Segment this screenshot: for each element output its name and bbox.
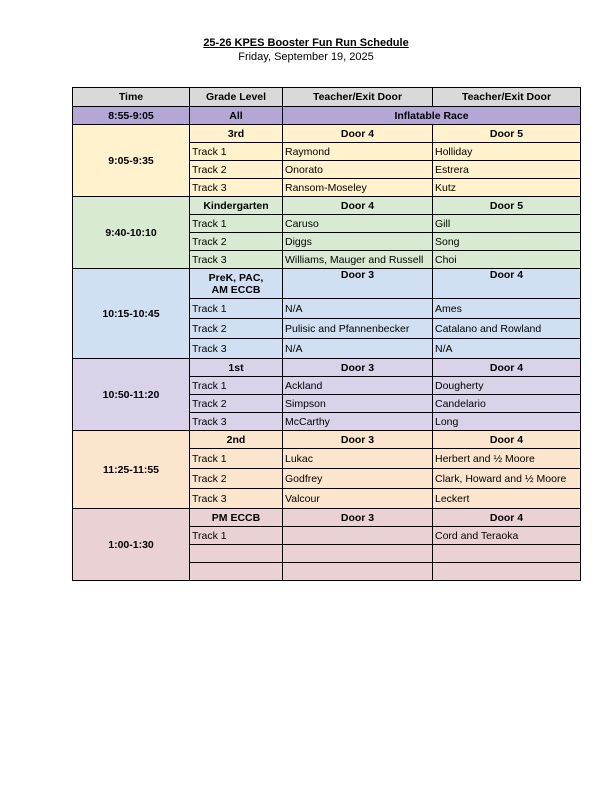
- door-b: Door 4: [433, 269, 581, 299]
- teacher-b: N/A: [433, 339, 581, 359]
- time-slot: 9:05-9:35: [73, 125, 190, 197]
- door-b: Door 5: [433, 125, 581, 143]
- opening-activity: Inflatable Race: [283, 107, 581, 125]
- teacher-b: Estrera: [433, 161, 581, 179]
- group-header-row: [73, 509, 581, 527]
- teacher-b: Gill: [433, 215, 581, 233]
- group-header-row: [73, 431, 581, 449]
- door-a: Door 3: [283, 509, 433, 527]
- header-time: Time: [73, 88, 190, 107]
- teacher-a: Williams, Mauger and Russell: [283, 251, 433, 269]
- grade-level-line-2: AM ECCB: [211, 283, 261, 296]
- teacher-a: [283, 563, 433, 581]
- teacher-b: [433, 563, 581, 581]
- door-b: Door 5: [433, 197, 581, 215]
- group-header-row: [73, 269, 581, 299]
- teacher-a: Diggs: [283, 233, 433, 251]
- grade-level: [190, 269, 283, 299]
- track-label: Track 1: [190, 449, 283, 469]
- track-label: [190, 545, 283, 563]
- teacher-a: Ackland: [283, 377, 433, 395]
- teacher-a: Godfrey: [283, 469, 433, 489]
- group-header-row: [73, 125, 581, 143]
- teacher-b: Herbert and ½ Moore: [433, 449, 581, 469]
- header-teacher-exit-door-b: Teacher/Exit Door: [433, 88, 581, 107]
- teacher-b: Catalano and Rowland: [433, 319, 581, 339]
- door-b: Door 4: [433, 431, 581, 449]
- teacher-b: Kutz: [433, 179, 581, 197]
- track-label: Track 3: [190, 489, 283, 509]
- teacher-a: Raymond: [283, 143, 433, 161]
- teacher-a: Valcour: [283, 489, 433, 509]
- door-b: Door 4: [433, 359, 581, 377]
- track-label: Track 2: [190, 469, 283, 489]
- teacher-a: Simpson: [283, 395, 433, 413]
- header-grade-level: Grade Level: [190, 88, 283, 107]
- track-label: Track 2: [190, 161, 283, 179]
- track-label: Track 2: [190, 395, 283, 413]
- opening-row: [73, 107, 581, 125]
- time-slot: 10:15-10:45: [73, 269, 190, 359]
- door-b: Door 4: [433, 509, 581, 527]
- teacher-b: Candelario: [433, 395, 581, 413]
- teacher-a: Lukac: [283, 449, 433, 469]
- opening-time: 8:55-9:05: [73, 107, 190, 125]
- track-label: Track 3: [190, 413, 283, 431]
- track-label: Track 1: [190, 143, 283, 161]
- teacher-a: N/A: [283, 339, 433, 359]
- header-row: [73, 88, 581, 107]
- track-label: Track 3: [190, 339, 283, 359]
- teacher-b: Song: [433, 233, 581, 251]
- time-slot: 1:00-1:30: [73, 509, 190, 581]
- teacher-b: Holliday: [433, 143, 581, 161]
- header-teacher-exit-door-a: Teacher/Exit Door: [283, 88, 433, 107]
- document-subtitle: Friday, September 19, 2025: [238, 51, 374, 63]
- grade-level: 3rd: [190, 125, 283, 143]
- teacher-b: Dougherty: [433, 377, 581, 395]
- teacher-b: Clark, Howard and ½ Moore: [433, 469, 581, 489]
- document-title: 25-26 KPES Booster Fun Run Schedule: [203, 37, 409, 49]
- door-a: Door 3: [283, 269, 433, 299]
- teacher-b: [433, 545, 581, 563]
- door-a: Door 3: [283, 359, 433, 377]
- opening-grade: All: [190, 107, 283, 125]
- teacher-a: N/A: [283, 299, 433, 319]
- track-label: Track 1: [190, 299, 283, 319]
- door-a: Door 4: [283, 197, 433, 215]
- track-label: Track 3: [190, 251, 283, 269]
- teacher-a: [283, 527, 433, 545]
- grade-level: PM ECCB: [190, 509, 283, 527]
- door-a: Door 4: [283, 125, 433, 143]
- track-label: Track 1: [190, 377, 283, 395]
- track-label: Track 1: [190, 215, 283, 233]
- door-a: Door 3: [283, 431, 433, 449]
- track-label: Track 3: [190, 179, 283, 197]
- track-label: [190, 563, 283, 581]
- schedule-table: [72, 87, 581, 581]
- teacher-b: Choi: [433, 251, 581, 269]
- time-slot: 9:40-10:10: [73, 197, 190, 269]
- group-header-row: [73, 359, 581, 377]
- track-label: Track 2: [190, 233, 283, 251]
- grade-level: 2nd: [190, 431, 283, 449]
- time-slot: 10:50-11:20: [73, 359, 190, 431]
- teacher-b: Cord and Teraoka: [433, 527, 581, 545]
- teacher-a: Caruso: [283, 215, 433, 233]
- group-header-row: [73, 197, 581, 215]
- teacher-b: Leckert: [433, 489, 581, 509]
- grade-level: 1st: [190, 359, 283, 377]
- time-slot: 11:25-11:55: [73, 431, 190, 509]
- track-label: Track 1: [190, 527, 283, 545]
- teacher-b: Ames: [433, 299, 581, 319]
- teacher-a: Ransom-Moseley: [283, 179, 433, 197]
- teacher-a: Onorato: [283, 161, 433, 179]
- teacher-a: Pulisic and Pfannenbecker: [283, 319, 433, 339]
- grade-level: Kindergarten: [190, 197, 283, 215]
- grade-level-line-1: PreK, PAC,: [208, 271, 264, 284]
- track-label: Track 2: [190, 319, 283, 339]
- teacher-b: Long: [433, 413, 581, 431]
- teacher-a: McCarthy: [283, 413, 433, 431]
- teacher-a: [283, 545, 433, 563]
